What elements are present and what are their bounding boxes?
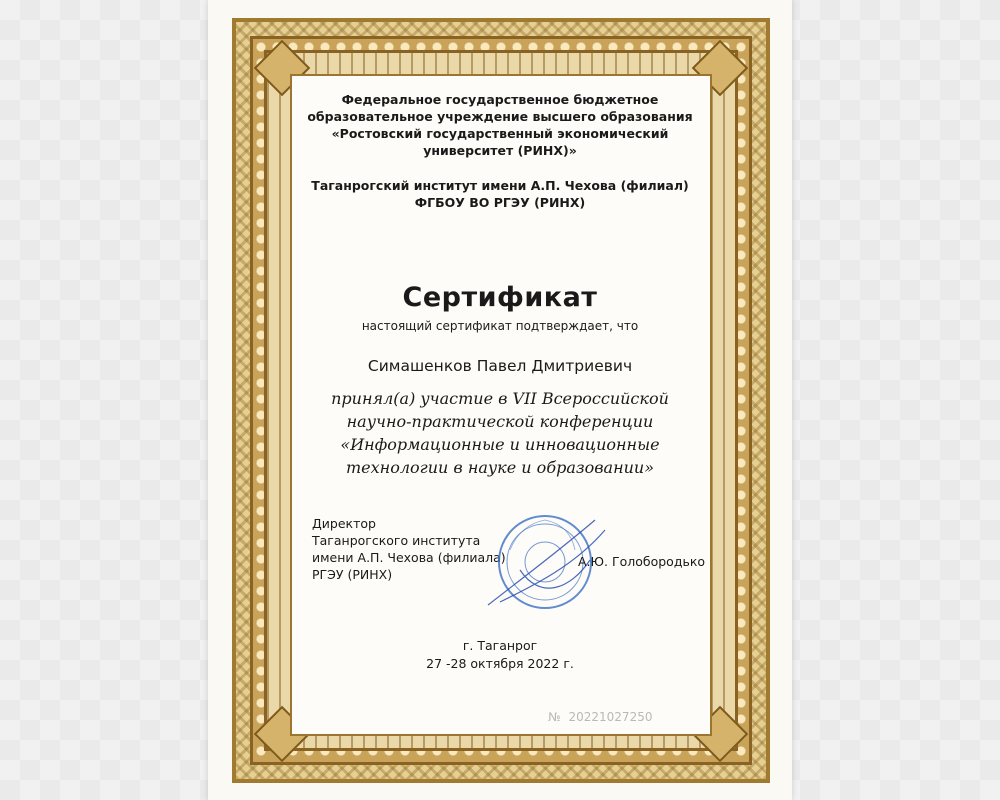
city: г. Таганрог	[462, 638, 538, 653]
signatory-name: А.Ю. Голобородько	[578, 554, 706, 569]
participation-line-4: технологии в науке и образовании»	[345, 458, 655, 477]
org-line-2: образовательное учреждение высшего образования	[307, 109, 693, 124]
org-line-3: «Ростовский государственный экономический	[331, 126, 669, 141]
certificate-number	[548, 710, 660, 724]
participation-line-3: «Информационные и инновационные	[340, 435, 660, 454]
number-value: 20221027250	[568, 710, 653, 724]
signatory-line-3: имени А.П. Чехова (филиала)	[312, 550, 506, 565]
signatory-line-1: Директор	[312, 516, 376, 531]
branch-line-1: Таганрогский институт имени А.П. Чехова (филиал)	[311, 178, 689, 193]
event-dates: 27 -28 октября 2022 г.	[426, 656, 574, 671]
org-line-4: университет (РИНХ)»	[423, 143, 577, 158]
number-label: №	[548, 710, 561, 724]
signatory-line-4: РГЭУ (РИНХ)	[312, 567, 393, 582]
branch-line-2: ФГБОУ ВО РГЭУ (РИНХ)	[414, 195, 586, 210]
signatory-line-2: Таганрогского института	[312, 533, 481, 548]
org-line-1: Федеральное государственное бюджетное	[341, 92, 659, 107]
certificate-title: Сертификат	[402, 282, 598, 313]
participation-line-2: научно-практической конференции	[346, 412, 654, 431]
certificate-subtitle: настоящий сертификат подтверждает, что	[361, 319, 639, 333]
recipient-name: Симашенков Павел Дмитриевич	[367, 357, 633, 375]
participation-line-1: принял(а) участие в VII Всероссийской	[331, 389, 669, 408]
